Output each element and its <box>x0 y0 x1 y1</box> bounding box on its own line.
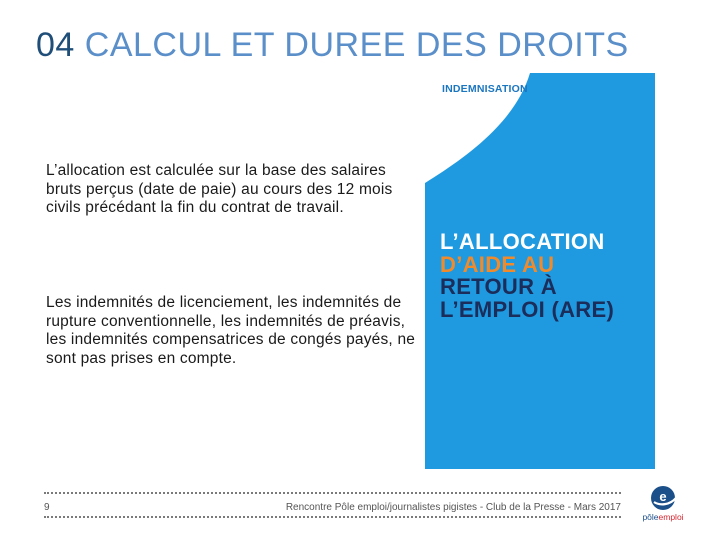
slide-number-prefix: 04 <box>36 26 75 64</box>
footer-divider-top <box>44 492 621 494</box>
logo-text-pole: pôle <box>642 512 659 522</box>
body-paragraph-1: L’allocation est calculée sur la base des salaires bruts perçus (date de paie) au cours des 12 mois civils précédant la fin du contrat de travail. <box>46 162 393 216</box>
page-number: 9 <box>44 502 50 513</box>
brochure-title-line-3: RETOUR À <box>440 274 557 299</box>
brochure-cover-image <box>425 73 655 469</box>
body-paragraph-2: Les indemnités de licenciement, les indemnités de rupture conventionnelle, les indemnités de préavis, les indemnités compensatrices de congés payés, ne sont pas prises en compte. <box>46 294 416 367</box>
svg-text:e: e <box>659 489 667 504</box>
brochure-title-line-1: L’ALLOCATION <box>440 229 605 254</box>
brochure-title-line-4: L’EMPLOI (ARE) <box>440 296 615 322</box>
pole-emploi-logo <box>640 484 686 526</box>
brochure-title <box>440 231 650 321</box>
brochure-title-line-2: D’AIDE AU <box>440 251 555 277</box>
logo-wordmark <box>640 512 686 522</box>
footer-text: Rencontre Pôle emploi/journalistes pigistes - Club de la Presse - Mars 2017 <box>285 502 621 513</box>
logo-text-emploi: emploi <box>658 512 684 522</box>
slide-title <box>36 26 629 65</box>
pole-emploi-logo-mark-icon <box>646 484 680 512</box>
brochure-label: INDEMNISATION <box>442 83 528 95</box>
footer-divider-bottom <box>44 516 621 518</box>
slide-title-text: CALCUL ET DUREE DES DROITS <box>84 26 629 64</box>
